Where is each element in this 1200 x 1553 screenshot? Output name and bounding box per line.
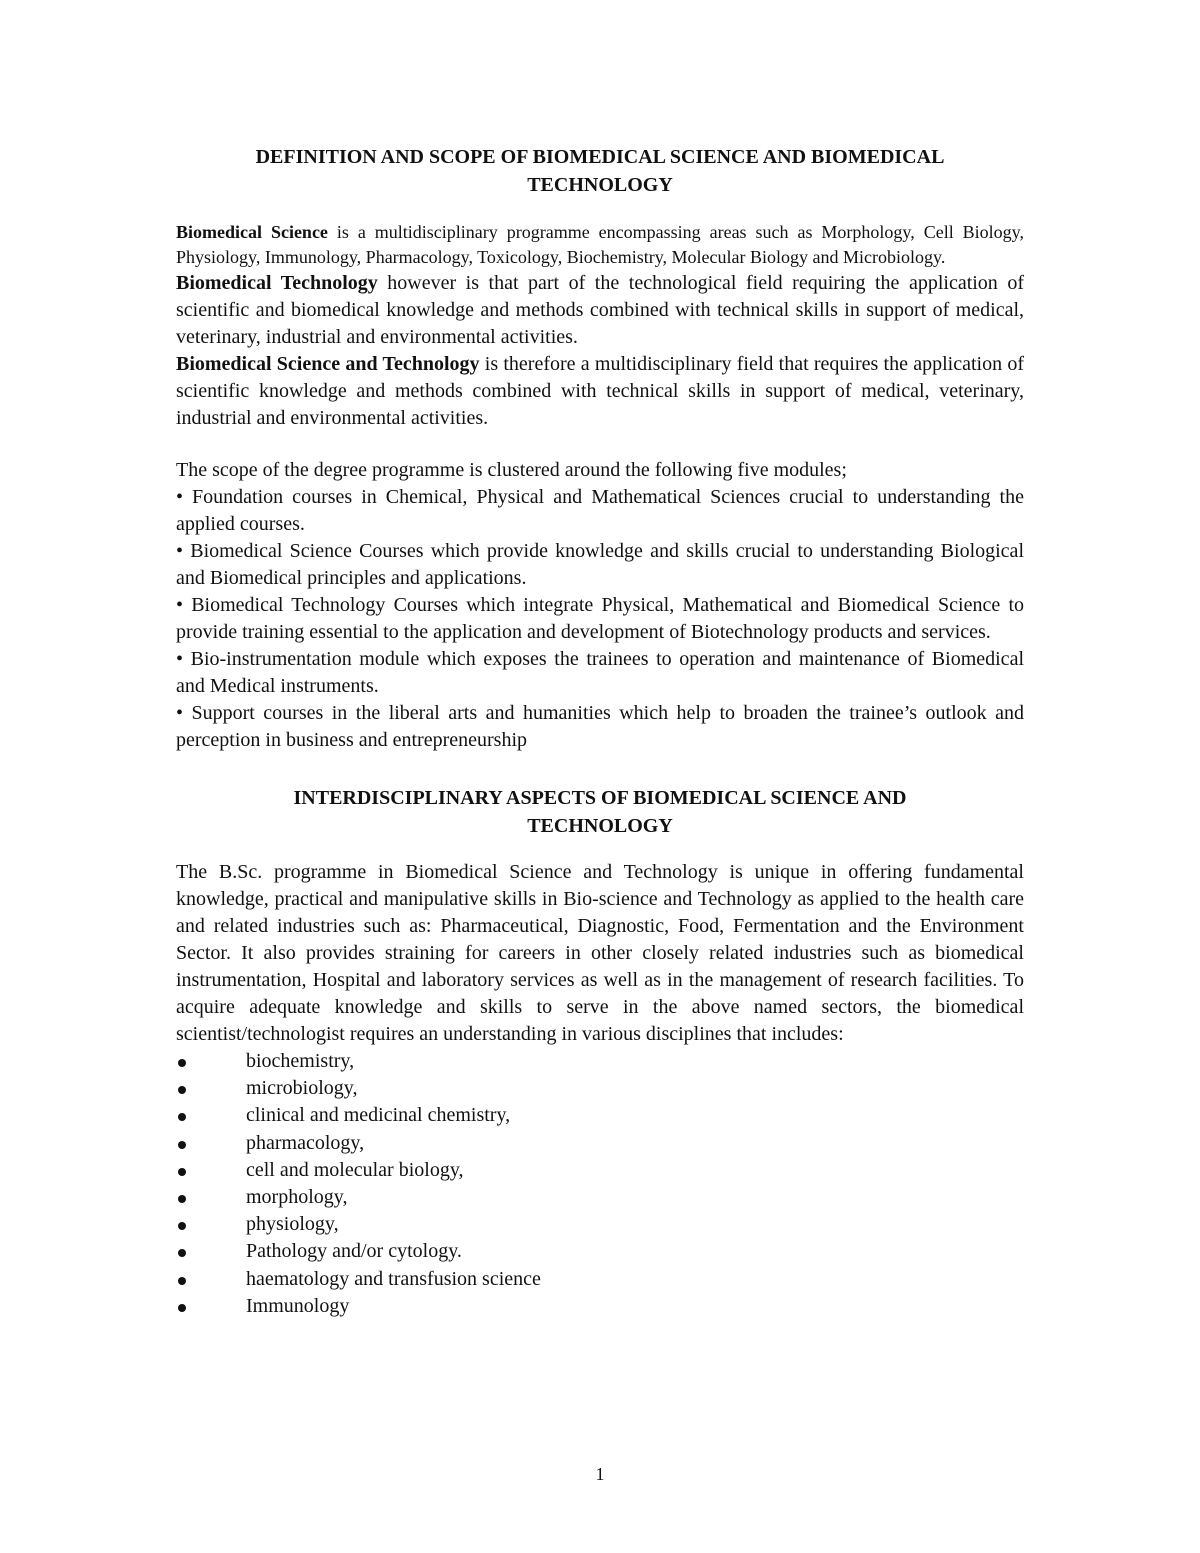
module-item: • Bio-instrumentation module which exposes the trainees to operation and maintenance of Biomedical and Medical instruments. (176, 648, 1024, 697)
term-biomedical-science-technology: Biomedical Science and Technology (176, 353, 480, 375)
discipline-label: pharmacology, (246, 1131, 365, 1154)
paragraph-gap (176, 432, 1024, 457)
list-item (176, 1157, 1024, 1184)
list-item (176, 1102, 1024, 1129)
discipline-label: physiology, (246, 1213, 339, 1236)
list-item (176, 1266, 1024, 1293)
list-item (176, 1238, 1024, 1265)
list-item (176, 1130, 1024, 1157)
bullet-icon (178, 1059, 186, 1067)
list-item (176, 1075, 1024, 1102)
disciplines-list (176, 1048, 1024, 1320)
bullet-icon (178, 1086, 186, 1094)
list-item (176, 1293, 1024, 1320)
biomedical-science-technology-text: is therefore a multidisciplinary field that requires the application of scientific knowledge and methods combined with technical skills in support of medical, veterinary, industrial and environmental activities. (176, 353, 1024, 429)
biomedical-technology-text: however is that part of the technological field requiring the application of scientific and biomedical knowledge and methods combined with technical skills in support of medical, veterinary, industrial and environmental activities. (176, 272, 1024, 348)
biomedical-science-text: is a multidisciplinary programme encompassing areas such as Morphology, Cell Biology, Physiology, Immunology, Pharmacology, Toxicology, Biochemistry, Molecular Biology and Microbiology. (176, 222, 1024, 267)
discipline-label: biochemistry, (246, 1050, 355, 1072)
discipline-label: haematology and transfusion science (246, 1267, 541, 1290)
page-content (176, 143, 1024, 1320)
section2-heading-line1: INTERDISCIPLINARY ASPECTS OF BIOMEDICAL SCIENCE AND (293, 787, 907, 809)
biomedical-science-technology-definition (176, 351, 1024, 432)
scope-intro: The scope of the degree programme is clustered around the following five modules; (176, 459, 847, 481)
bullet-icon (178, 1168, 186, 1176)
page-number: 1 (595, 1464, 605, 1484)
discipline-label: Immunology (246, 1294, 350, 1317)
module-item: • Support courses in the liberal arts and humanities which help to broaden the trainee’s outlook and perception in business and entrepreneurship (176, 702, 1024, 751)
discipline-label: cell and molecular biology, (246, 1158, 464, 1181)
list-item (176, 1048, 1024, 1075)
list-item (176, 1184, 1024, 1211)
bullet-icon (178, 1249, 186, 1257)
list-item (176, 1211, 1024, 1238)
section2-heading (176, 784, 1024, 840)
interdisciplinary-paragraph: The B.Sc. programme in Biomedical Science and Technology is unique in offering fundamental knowledge, practical and manipulative skills in Bio-science and Technology as applied to the health care and related industries such as: Pharmaceutical, Diagnostic, Food, Fermentation and the Environment Sector. It also provides straining for careers in other closely related industries such as biomedical instrumentation, Hospital and laboratory services as well as in the management of research facilities. To acquire adequate knowledge and skills to serve in the above named sectors, the biomedical scientist/technologist requires an understanding in various disciplines that includes: (176, 861, 1024, 1045)
term-biomedical-technology: Biomedical Technology (176, 272, 378, 294)
discipline-label: clinical and medicinal chemistry, (246, 1104, 511, 1127)
discipline-label: microbiology, (246, 1077, 358, 1100)
module-item: • Biomedical Technology Courses which integrate Physical, Mathematical and Biomedical Science to provide training essential to the application and development of Biotechnology products and services. (176, 594, 1024, 643)
bullet-icon (178, 1222, 186, 1230)
bullet-icon (178, 1195, 186, 1203)
section2-heading-line2: TECHNOLOGY (527, 815, 673, 837)
module-item: • Biomedical Science Courses which provide knowledge and skills crucial to understanding Biological and Biomedical principles and applications. (176, 540, 1024, 589)
section1-heading (176, 143, 1024, 199)
biomedical-technology-definition (176, 270, 1024, 351)
section1-heading-line1: DEFINITION AND SCOPE OF BIOMEDICAL SCIENCE AND BIOMEDICAL (255, 146, 945, 168)
bullet-icon (178, 1141, 186, 1149)
module-item: • Foundation courses in Chemical, Physical and Mathematical Sciences crucial to understanding the applied courses. (176, 486, 1024, 535)
discipline-label: Pathology and/or cytology. (246, 1240, 462, 1263)
discipline-label: morphology, (246, 1186, 348, 1209)
bullet-icon (178, 1113, 186, 1121)
biomedical-science-definition (176, 220, 1024, 270)
bullet-icon (178, 1304, 186, 1312)
bullet-icon (178, 1277, 186, 1285)
section1-heading-line2: TECHNOLOGY (527, 174, 673, 196)
term-biomedical-science: Biomedical Science (176, 222, 328, 242)
